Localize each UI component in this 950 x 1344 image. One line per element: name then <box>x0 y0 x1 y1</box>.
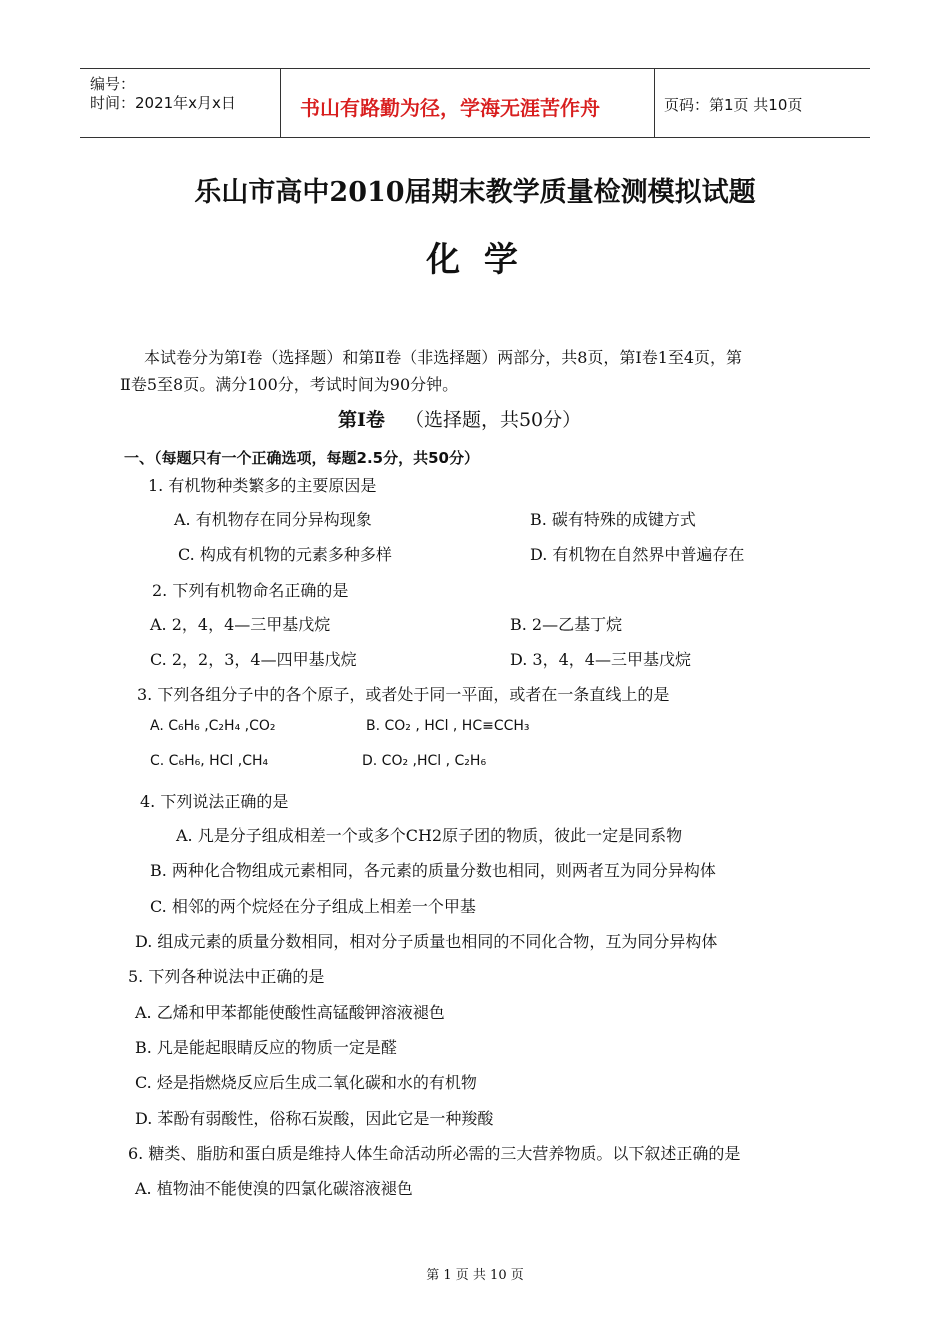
q5-option-b: B. 凡是能起眼睛反应的物质一定是醛 <box>135 1038 397 1057</box>
number-label: 编号： <box>90 75 136 93</box>
q4-option-d: D. 组成元素的质量分数相同，相对分子质量也相同的不同化合物，互为同分异构体 <box>135 932 718 951</box>
intro-line-1: 本试卷分为第Ⅰ卷（选择题）和第Ⅱ卷（非选择题）两部分，共8页，第Ⅰ卷1至4页，第 <box>144 348 743 367</box>
q5-option-d: D. 苯酚有弱酸性，俗称石炭酸，因此它是一种羧酸 <box>135 1109 494 1128</box>
q2-stem: 2. 下列有机物命名正确的是 <box>152 581 349 600</box>
q3-option-c: C. C₆H₆, HCl ,CH₄ <box>150 753 269 769</box>
q3-option-b: B. CO₂ , HCl , HC≡CCH₃ <box>366 718 530 734</box>
q2-option-d: D. 3，4，4—三甲基戊烷 <box>510 650 691 669</box>
q6-stem: 6. 糖类、脂肪和蛋白质是维持人体生命活动所必需的三大营养物质。以下叙述正确的是 <box>128 1144 741 1163</box>
q1-option-a: A. 有机物存在同分异构现象 <box>174 510 372 529</box>
q4-option-a: A. 凡是分子组成相差一个或多个CH2原子团的物质，彼此一定是同系物 <box>176 826 683 845</box>
q2-option-c: C. 2，2，3，4—四甲基戊烷 <box>150 650 357 669</box>
q1-stem: 1. 有机物种类繁多的主要原因是 <box>148 476 377 495</box>
q4-stem: 4. 下列说法正确的是 <box>140 792 289 811</box>
q3-stem: 3. 下列各组分子中的各个原子，或者处于同一平面，或者在一条直线上的是 <box>137 685 670 704</box>
q4-option-b: B. 两种化合物组成元素相同，各元素的质量分数也相同，则两者互为同分异构体 <box>150 861 716 880</box>
section-name: 第Ⅰ卷 <box>338 409 385 431</box>
header-divider <box>654 69 655 137</box>
page-info: 页码：第1页 共10页 <box>664 96 803 114</box>
q5-option-c: C. 烃是指燃烧反应后生成二氧化碳和水的有机物 <box>135 1073 477 1092</box>
page-footer: 第 1 页 共 10 页 <box>426 1268 524 1283</box>
q6-option-a: A. 植物油不能使溴的四氯化碳溶液褪色 <box>135 1179 413 1198</box>
intro-line-2: Ⅱ卷5至8页。满分100分，考试时间为90分钟。 <box>120 375 459 394</box>
q4-option-c: C. 相邻的两个烷烃在分子组成上相差一个甲基 <box>150 897 476 916</box>
header-divider <box>280 69 281 137</box>
q3-option-a: A. C₆H₆ ,C₂H₄ ,CO₂ <box>150 718 276 734</box>
section-desc: （选择题，共50分） <box>404 409 582 431</box>
q1-option-b: B. 碳有特殊的成键方式 <box>530 510 696 529</box>
q2-option-b: B. 2—乙基丁烷 <box>510 615 623 634</box>
q5-stem: 5. 下列各种说法中正确的是 <box>128 967 325 986</box>
section-heading <box>338 405 581 432</box>
header-table <box>80 68 870 138</box>
q1-option-c: C. 构成有机物的元素多种多样 <box>178 545 392 564</box>
q5-option-a: A. 乙烯和甲苯都能使酸性高锰酸钾溶液褪色 <box>135 1003 445 1022</box>
q2-option-a: A. 2，4，4—三甲基戊烷 <box>150 615 331 634</box>
q3-option-d: D. CO₂ ,HCl , C₂H₆ <box>362 753 487 769</box>
motto: 书山有路勤为径，学海无涯苦作舟 <box>300 96 600 120</box>
subject-title: 化 学 <box>426 240 524 280</box>
time-label: 时间：2021年x月x日 <box>90 94 236 112</box>
part-heading: 一、（每题只有一个正确选项，每题2.5分，共50分） <box>124 449 479 467</box>
q1-option-d: D. 有机物在自然界中普遍存在 <box>530 545 745 564</box>
exam-title: 乐山市高中2010届期末教学质量检测模拟试题 <box>194 177 756 208</box>
